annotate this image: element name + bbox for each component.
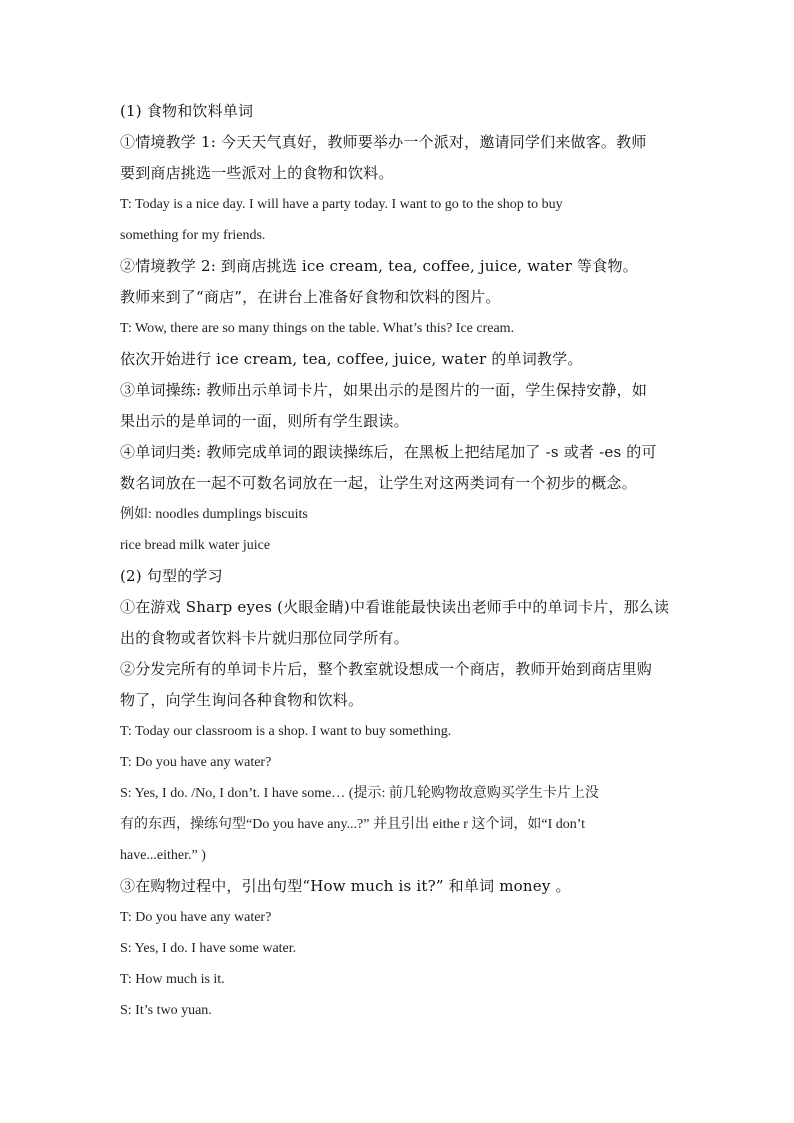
dialogue-line: T: How much is it. xyxy=(120,972,225,987)
document-body xyxy=(120,96,676,1026)
example-line: 例如: noodles dumplings biscuits xyxy=(120,507,308,522)
paragraph-line: 物了，向学生询问各种食物和饮料。 xyxy=(120,691,364,709)
dialogue-line: have...either.” ) xyxy=(120,848,206,863)
section-heading-1: (1) 食物和饮料单词 xyxy=(120,102,254,120)
paragraph-line: ④单词归类: 教师完成单词的跟读操练后，在黑板上把结尾加了 -s 或者 -es 的可 xyxy=(120,443,657,461)
dialogue-line: 有的东西，操练句型“Do you have any...?” 并且引出 eithe r 这个词，如“I don’t xyxy=(120,817,586,832)
dialogue-line: T: Do you have any water? xyxy=(120,910,272,925)
paragraph-line: 数名词放在一起不可数名词放在一起，让学生对这两类词有一个初步的概念。 xyxy=(120,474,637,492)
dialogue-line: S: Yes, I do. I have some water. xyxy=(120,941,297,956)
section-heading-2: (2) 句型的学习 xyxy=(120,567,223,585)
example-line: rice bread milk water juice xyxy=(120,538,271,553)
paragraph-line: 出的食物或者饮料卡片就归那位同学所有。 xyxy=(120,629,409,647)
paragraph-line: ①情境教学 1: 今天天气真好，教师要举办一个派对，邀请同学们来做客。教师 xyxy=(120,133,647,151)
paragraph-line: 果出示的是单词的一面，则所有学生跟读。 xyxy=(120,412,409,430)
paragraph-line: ③在购物过程中，引出句型“How much is it?” 和单词 money 。 xyxy=(120,877,571,895)
paragraph-line: ②情境教学 2: 到商店挑选 ice cream, tea, coffee, juice, water 等食物。 xyxy=(120,257,638,275)
dialogue-line: T: Do you have any water? xyxy=(120,755,272,770)
paragraph-line: 依次开始进行 ice cream, tea, coffee, juice, water 的单词教学。 xyxy=(120,350,583,368)
paragraph-line: ②分发完所有的单词卡片后，整个教室就设想成一个商店，教师开始到商店里购 xyxy=(120,660,653,678)
paragraph-line: ①在游戏 Sharp eyes (火眼金睛)中看谁能最快读出老师手中的单词卡片，那么读 xyxy=(120,598,670,616)
dialogue-line: T: Wow, there are so many things on the table. What’s this? Ice cream. xyxy=(120,321,515,336)
dialogue-line: S: It’s two yuan. xyxy=(120,1003,212,1018)
dialogue-line: S: Yes, I do. /No, I don’t. I have some… (提示: 前几轮购物故意购买学生卡片上没 xyxy=(120,786,599,801)
paragraph-line: ③单词操练: 教师出示单词卡片，如果出示的是图片的一面，学生保持安静，如 xyxy=(120,381,648,399)
dialogue-line: T: Today our classroom is a shop. I want to buy something. xyxy=(120,724,452,739)
paragraph-line: 要到商店挑选一些派对上的食物和饮料。 xyxy=(120,164,394,182)
dialogue-line: T: Today is a nice day. I will have a party today. I want to go to the shop to buy xyxy=(120,197,563,212)
paragraph-line: 教师来到了“商店”，在讲台上准备好食物和饮料的图片。 xyxy=(120,288,501,306)
dialogue-line: something for my friends. xyxy=(120,228,266,243)
